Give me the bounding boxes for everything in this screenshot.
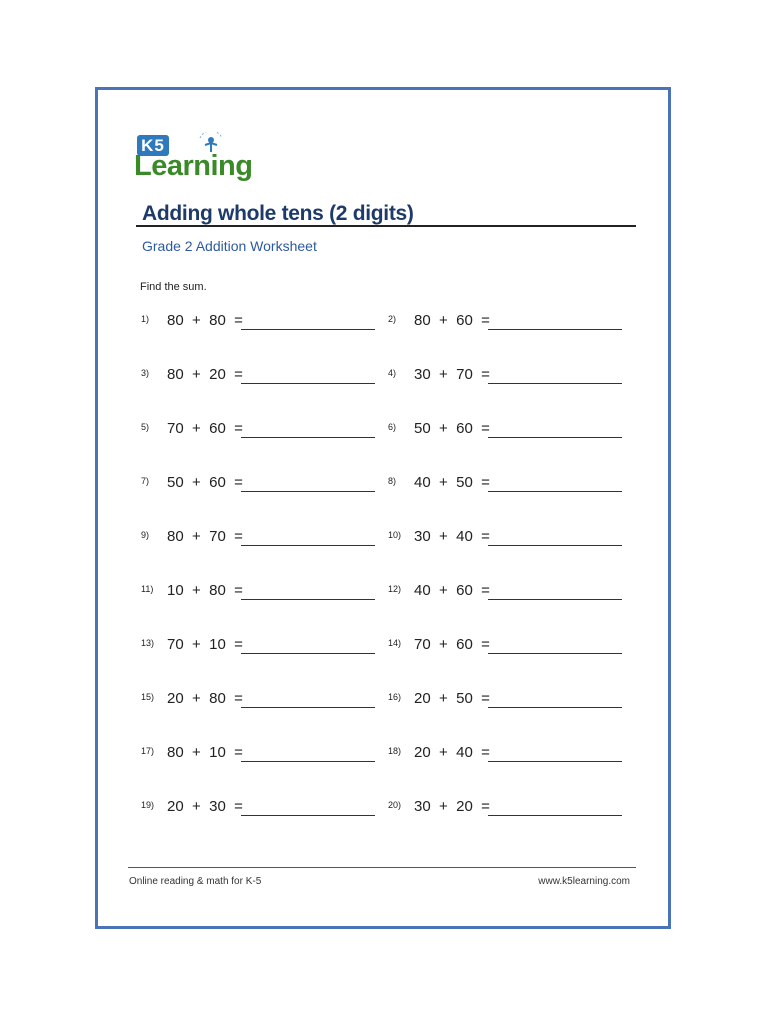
answer-blank[interactable] — [488, 437, 622, 438]
problem-expression: 10 + 80 = — [167, 582, 243, 599]
problem-expression: 40 + 60 = — [414, 582, 490, 599]
problem-item — [141, 582, 391, 602]
problem-expression: 80 + 60 = — [414, 312, 490, 329]
problem-expression: 30 + 70 = — [414, 366, 490, 383]
answer-blank[interactable] — [241, 329, 375, 330]
answer-blank[interactable] — [241, 545, 375, 546]
instructions: Find the sum. — [140, 281, 207, 293]
worksheet-title: Adding whole tens (2 digits) — [142, 202, 414, 225]
answer-blank[interactable] — [488, 329, 622, 330]
footer-url: www.k5learning.com — [538, 876, 630, 887]
problem-item — [388, 690, 638, 710]
problem-number: 7) — [141, 476, 150, 486]
answer-blank[interactable] — [488, 653, 622, 654]
problem-number: 8) — [388, 476, 397, 486]
problem-item — [141, 474, 391, 494]
answer-blank[interactable] — [241, 761, 375, 762]
footer-tagline: Online reading & math for K-5 — [129, 876, 262, 887]
problem-number: 1) — [141, 314, 150, 324]
problem-item — [388, 366, 638, 386]
answer-blank[interactable] — [241, 383, 375, 384]
problem-expression: 20 + 50 = — [414, 690, 490, 707]
problem-expression: 70 + 60 = — [167, 420, 243, 437]
answer-blank[interactable] — [488, 383, 622, 384]
worksheet-page — [95, 87, 671, 929]
answer-blank[interactable] — [488, 545, 622, 546]
problem-expression: 20 + 30 = — [167, 798, 243, 815]
worksheet-subtitle: Grade 2 Addition Worksheet — [142, 238, 317, 254]
logo-word: Learning — [134, 150, 253, 182]
problem-item — [388, 420, 638, 440]
problem-number: 13) — [141, 638, 155, 648]
problem-expression: 30 + 40 = — [414, 528, 490, 545]
problem-item — [141, 636, 391, 656]
problem-expression: 20 + 80 = — [167, 690, 243, 707]
footer-divider — [128, 867, 636, 868]
problem-item — [141, 798, 391, 818]
problem-expression: 80 + 80 = — [167, 312, 243, 329]
problem-expression: 20 + 40 = — [414, 744, 490, 761]
problem-item — [141, 690, 391, 710]
problem-number: 16) — [388, 692, 402, 702]
problem-number: 12) — [388, 584, 402, 594]
problem-item — [388, 528, 638, 548]
problem-expression: 80 + 70 = — [167, 528, 243, 545]
answer-blank[interactable] — [241, 491, 375, 492]
answer-blank[interactable] — [241, 437, 375, 438]
answer-blank[interactable] — [488, 761, 622, 762]
problem-number: 2) — [388, 314, 397, 324]
problem-number: 17) — [141, 746, 155, 756]
problem-item — [388, 312, 638, 332]
problem-expression: 50 + 60 = — [167, 474, 243, 491]
problem-item — [388, 474, 638, 494]
problem-number: 19) — [141, 800, 155, 810]
problem-number: 4) — [388, 368, 397, 378]
problem-number: 10) — [388, 530, 402, 540]
title-divider — [136, 225, 636, 227]
problem-expression: 40 + 50 = — [414, 474, 490, 491]
problem-expression: 80 + 10 = — [167, 744, 243, 761]
problem-number: 11) — [141, 584, 154, 594]
problem-item — [141, 366, 391, 386]
problem-number: 18) — [388, 746, 402, 756]
problem-item — [141, 528, 391, 548]
problem-expression: 80 + 20 = — [167, 366, 243, 383]
problem-item — [388, 744, 638, 764]
answer-blank[interactable] — [488, 707, 622, 708]
answer-blank[interactable] — [488, 599, 622, 600]
problem-expression: 70 + 10 = — [167, 636, 243, 653]
logo-badge: K5 — [137, 135, 169, 156]
answer-blank[interactable] — [241, 653, 375, 654]
problem-number: 6) — [388, 422, 397, 432]
problem-number: 5) — [141, 422, 150, 432]
answer-blank[interactable] — [488, 815, 622, 816]
problem-item — [388, 798, 638, 818]
problem-item — [388, 582, 638, 602]
answer-blank[interactable] — [488, 491, 622, 492]
k5-learning-logo — [134, 132, 254, 187]
problem-expression: 30 + 20 = — [414, 798, 490, 815]
problem-number: 15) — [141, 692, 155, 702]
answer-blank[interactable] — [241, 815, 375, 816]
problem-item — [141, 744, 391, 764]
problem-number: 14) — [388, 638, 402, 648]
problem-number: 3) — [141, 368, 150, 378]
problem-expression: 50 + 60 = — [414, 420, 490, 437]
problem-item — [141, 312, 391, 332]
problem-number: 9) — [141, 530, 150, 540]
problem-number: 20) — [388, 800, 402, 810]
problem-item — [141, 420, 391, 440]
problem-item — [388, 636, 638, 656]
answer-blank[interactable] — [241, 707, 375, 708]
problem-expression: 70 + 60 = — [414, 636, 490, 653]
answer-blank[interactable] — [241, 599, 375, 600]
